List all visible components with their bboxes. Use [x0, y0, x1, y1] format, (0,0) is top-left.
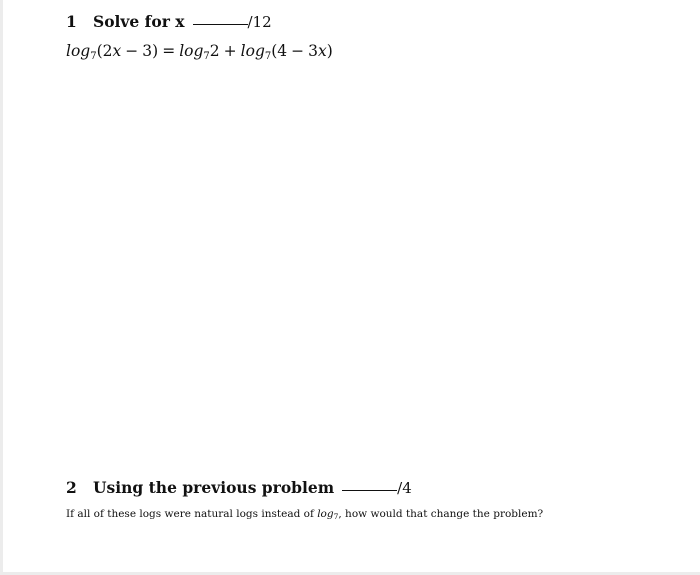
eq-lhs-var: x [112, 42, 122, 60]
question-1-number: 1 [66, 12, 77, 31]
eq-log-2: log [179, 42, 204, 60]
question-1-heading [66, 12, 272, 31]
eq-term3-coef: 3 [308, 42, 319, 60]
eq-log-3: log [240, 42, 265, 60]
eq-term2-arg: 2 [209, 42, 220, 60]
prompt-before: If all of these logs were natural logs instead of [66, 508, 318, 520]
question-1-points: /12 [247, 13, 272, 31]
question-2-score-blank [342, 489, 397, 491]
eq-term3-open: (4 [271, 42, 288, 60]
eq-plus: + [223, 42, 237, 60]
eq-term3-minus: − [291, 42, 305, 60]
page-left-edge [0, 0, 3, 575]
question-2-points: /4 [397, 479, 412, 497]
question-2-heading [66, 478, 412, 497]
question-2-prompt [66, 508, 543, 521]
eq-log-1: log [66, 42, 91, 60]
question-1-equation [66, 42, 333, 62]
eq-base-1: 7 [90, 51, 97, 62]
eq-lhs-minus: − [125, 42, 139, 60]
eq-base-2: 7 [203, 51, 210, 62]
prompt-after: , how would that change the problem? [338, 508, 544, 520]
eq-term3-var: x [318, 42, 327, 60]
question-2-number: 2 [66, 478, 77, 497]
eq-lhs-close: 3) [142, 42, 159, 60]
eq-equals: = [162, 42, 176, 60]
prompt-base: 7 [333, 512, 339, 521]
eq-lhs-open: (2 [96, 42, 113, 60]
question-1-title: Solve for x [93, 12, 185, 31]
question-2-title: Using the previous problem [93, 478, 335, 497]
eq-term3-close: ) [326, 42, 333, 60]
question-1-score-blank [193, 23, 248, 25]
prompt-log: log [317, 508, 334, 520]
eq-base-3: 7 [264, 51, 272, 62]
